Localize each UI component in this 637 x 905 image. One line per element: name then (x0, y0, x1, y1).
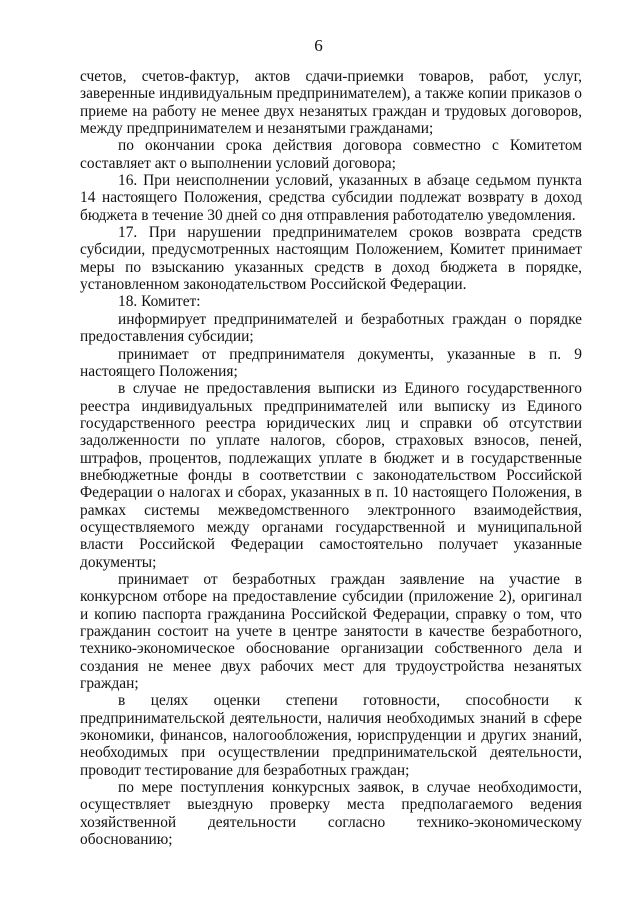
paragraph: счетов, счетов-фактур, актов сдачи-приемки товаров, работ, услуг, заверенные индивидуальным предпринимателем), а также копии приказов о приеме на работу не менее двух незанятых граждан и трудовых договоров, между предпринимателем и незанятыми гражданами; (80, 68, 582, 138)
paragraph: принимает от безработных граждан заявление на участие в конкурсном отборе на предоставление субсидии (приложение 2), оригинал и копию паспорта гражданина Российской Федерации, справку о том, что гражданин состоит на учете в центре занятости в качестве безработного, технико-экономическое обоснование организации собственного дела и создания не менее двух рабочих мест для трудоустройства незанятых граждан; (80, 570, 582, 693)
paragraph: по мере поступления конкурсных заявок, в случае необходимости, осуществляет выездную проверку места предполагаемого ведения хозяйственной деятельности согласно технико-экономическому обоснованию; (80, 779, 582, 849)
paragraph: в целях оценки степени готовности, способности к предпринимательской деятельности, наличия необходимых знаний в сфере экономики, финансов, налогообложения, юриспруденции и других знаний, необходимых при осуществлении предпринимательской деятельности, проводит тестирование для безработных граждан; (80, 692, 582, 779)
page-number: 6 (314, 36, 323, 55)
paragraph: 17. При нарушении предпринимателем сроков возврата средств субсидии, предусмотренных настоящим Положением, Комитет принимает меры по взысканию указанных средств в доход бюджета в порядке, установленном законодательством Российской Федерации. (80, 224, 582, 294)
paragraph: в случае не предоставления выписки из Единого государственного реестра индивидуальных предпринимателей или выписку из Единого государственного реестра юридических лиц и справки об отсутствии задолженности по уплате налогов, сборов, страховых взносов, пеней, штрафов, процентов, подлежащих уплате в бюджет и в государственные внебюджетные фонды в соответствии с законодательством Российской Федерации о налогах и сборах, указанных в п. 10 настоящего Положения, в рамках системы межведомственного электронного взаимодействия, осуществляемого между органами государственной и муниципальной власти Российской Федерации самостоятельно получает указанные документы; (80, 380, 582, 571)
paragraph: информирует предпринимателей и безработных граждан о порядке предоставления субсидии; (80, 310, 582, 346)
paragraph: 18. Комитет: (118, 293, 201, 311)
paragraph: принимает от предпринимателя документы, указанные в п. 9 настоящего Положения; (80, 345, 582, 380)
document-body (80, 68, 582, 848)
paragraph: 16. При неисполнении условий, указанных в абзаце седьмом пункта 14 настоящего Положения, средства субсидии подлежат возврату в доход бюджета в течение 30 дней со дня отправления работодателю уведомления. (80, 172, 582, 224)
paragraph: по окончании срока действия договора совместно с Комитетом составляет акт о выполнении условий договора; (80, 137, 582, 172)
